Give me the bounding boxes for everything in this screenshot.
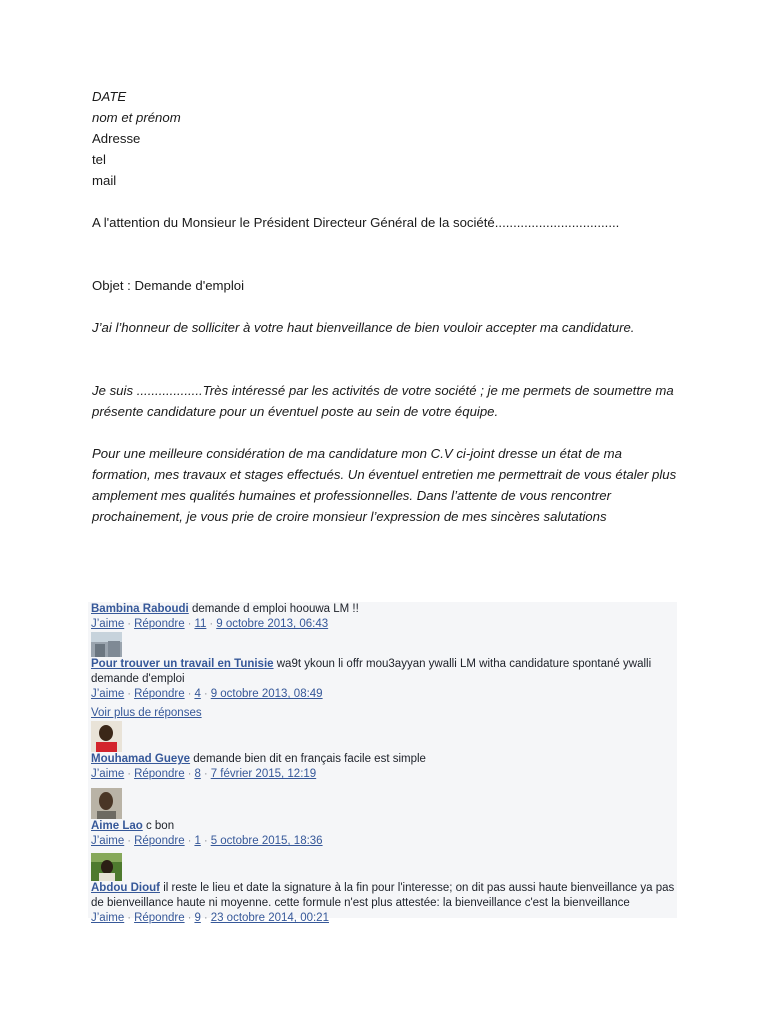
comment-actions: J’aime · Répondre · 1 · 5 octobre 2015, 18:36 [91, 835, 323, 847]
avatar[interactable] [91, 853, 122, 881]
comment-timestamp[interactable]: 5 octobre 2015, 18:36 [210, 835, 323, 847]
comment [88, 602, 677, 617]
reply-link[interactable]: Répondre [134, 688, 185, 700]
comment-actions: J’aime · Répondre · 4 · 9 octobre 2013, 08:49 [91, 688, 323, 700]
reply-link[interactable]: Répondre [134, 835, 185, 847]
letter-date: DATE [92, 89, 127, 104]
comment-text: demande d emploi hoouwa LM !! [191, 603, 359, 615]
letter-name: nom et prénom [92, 110, 181, 125]
comment-timestamp[interactable]: 9 octobre 2013, 06:43 [216, 618, 329, 630]
like-link[interactable]: J’aime [91, 688, 125, 700]
like-count[interactable]: 11 [194, 618, 207, 630]
comment-actions: J’aime · Répondre · 8 · 7 février 2015, 12:19 [91, 768, 317, 780]
like-link[interactable]: J’aime [91, 768, 125, 780]
comment-author[interactable]: Pour trouver un travail en Tunisie [91, 658, 274, 670]
comment-actions: J’aime · Répondre · 11 · 9 octobre 2013, 06:43 [91, 618, 329, 630]
letter-paragraph-2: Pour une meilleure considération de ma candidature mon C.V ci-joint dresse un état de ma formation, mes travaux et stages effectués. Un éventuel entretien me permettrait de vous étaler plus amplement mes qualités humaines et professionnelles. Dans l’attente de vous rencontrer prochainement, je vous prie de croire monsieur l’expression de mes sincères salutations [92, 446, 677, 524]
letter-address: Adresse [92, 131, 141, 146]
comment-timestamp[interactable]: 9 octobre 2013, 08:49 [210, 688, 323, 700]
like-count[interactable]: 4 [194, 688, 201, 700]
letter-paragraph-1: Je suis ..................Très intéressé par les activités de votre société ; je me permets de soumettre ma présente candidature pour un éventuel poste au sein de votre équipe. [92, 383, 674, 419]
like-count[interactable]: 8 [194, 768, 201, 780]
letter-mail: mail [92, 173, 117, 188]
comment-actions: J’aime · Répondre · 9 · 23 octobre 2014, 00:21 [91, 912, 329, 924]
comment [88, 881, 677, 911]
like-link[interactable]: J’aime [91, 835, 125, 847]
letter [92, 86, 692, 527]
comments-section [88, 602, 677, 924]
reply-link[interactable]: Répondre [134, 618, 185, 630]
letter-intro: J’ai l’honneur de solliciter à votre haut bienveillance de bien vouloir accepter ma candidature. [92, 320, 635, 335]
like-link[interactable]: J’aime [91, 912, 125, 924]
like-count[interactable]: 1 [194, 835, 201, 847]
comment [88, 819, 677, 834]
letter-tel: tel [92, 152, 106, 167]
comment-author[interactable]: Bambina Raboudi [91, 603, 189, 615]
comment-text: wa9t ykoun li offr mou3ayyan ywalli LM witha candidature spontané ywalli demande d'emploi [91, 658, 652, 685]
comment-timestamp[interactable]: 23 octobre 2014, 00:21 [210, 912, 329, 924]
avatar[interactable] [91, 788, 122, 819]
avatar[interactable] [91, 632, 122, 657]
comment-author[interactable]: Mouhamad Gueye [91, 753, 191, 765]
comment [88, 657, 677, 687]
comment-timestamp[interactable]: 7 février 2015, 12:19 [210, 768, 317, 780]
like-count[interactable]: 9 [194, 912, 201, 924]
avatar[interactable] [91, 721, 122, 752]
reply-link[interactable]: Répondre [134, 768, 185, 780]
letter-attention: A l'attention du Monsieur le Président Directeur Général de la société.................................. [92, 215, 620, 230]
more-replies-link[interactable]: Voir plus de réponses [91, 707, 202, 719]
comment-text: demande bien dit en français facile est simple [193, 753, 426, 765]
like-link[interactable]: J’aime [91, 618, 125, 630]
comment-text: c bon [145, 820, 175, 832]
reply-link[interactable]: Répondre [134, 912, 185, 924]
comment-author[interactable]: Aime Lao [91, 820, 143, 832]
comment [88, 752, 677, 767]
letter-object: Objet : Demande d'emploi [92, 278, 245, 293]
comment-text: il reste le lieu et date la signature à la fin pour l'interesse; on dit pas aussi haute bienveillance ya pas de bienveillance haute ni moyenne. cette formule n'est plus attestée: la bienveillance c'est la bienveillance [91, 882, 675, 909]
comment-author[interactable]: Abdou Diouf [91, 882, 160, 894]
